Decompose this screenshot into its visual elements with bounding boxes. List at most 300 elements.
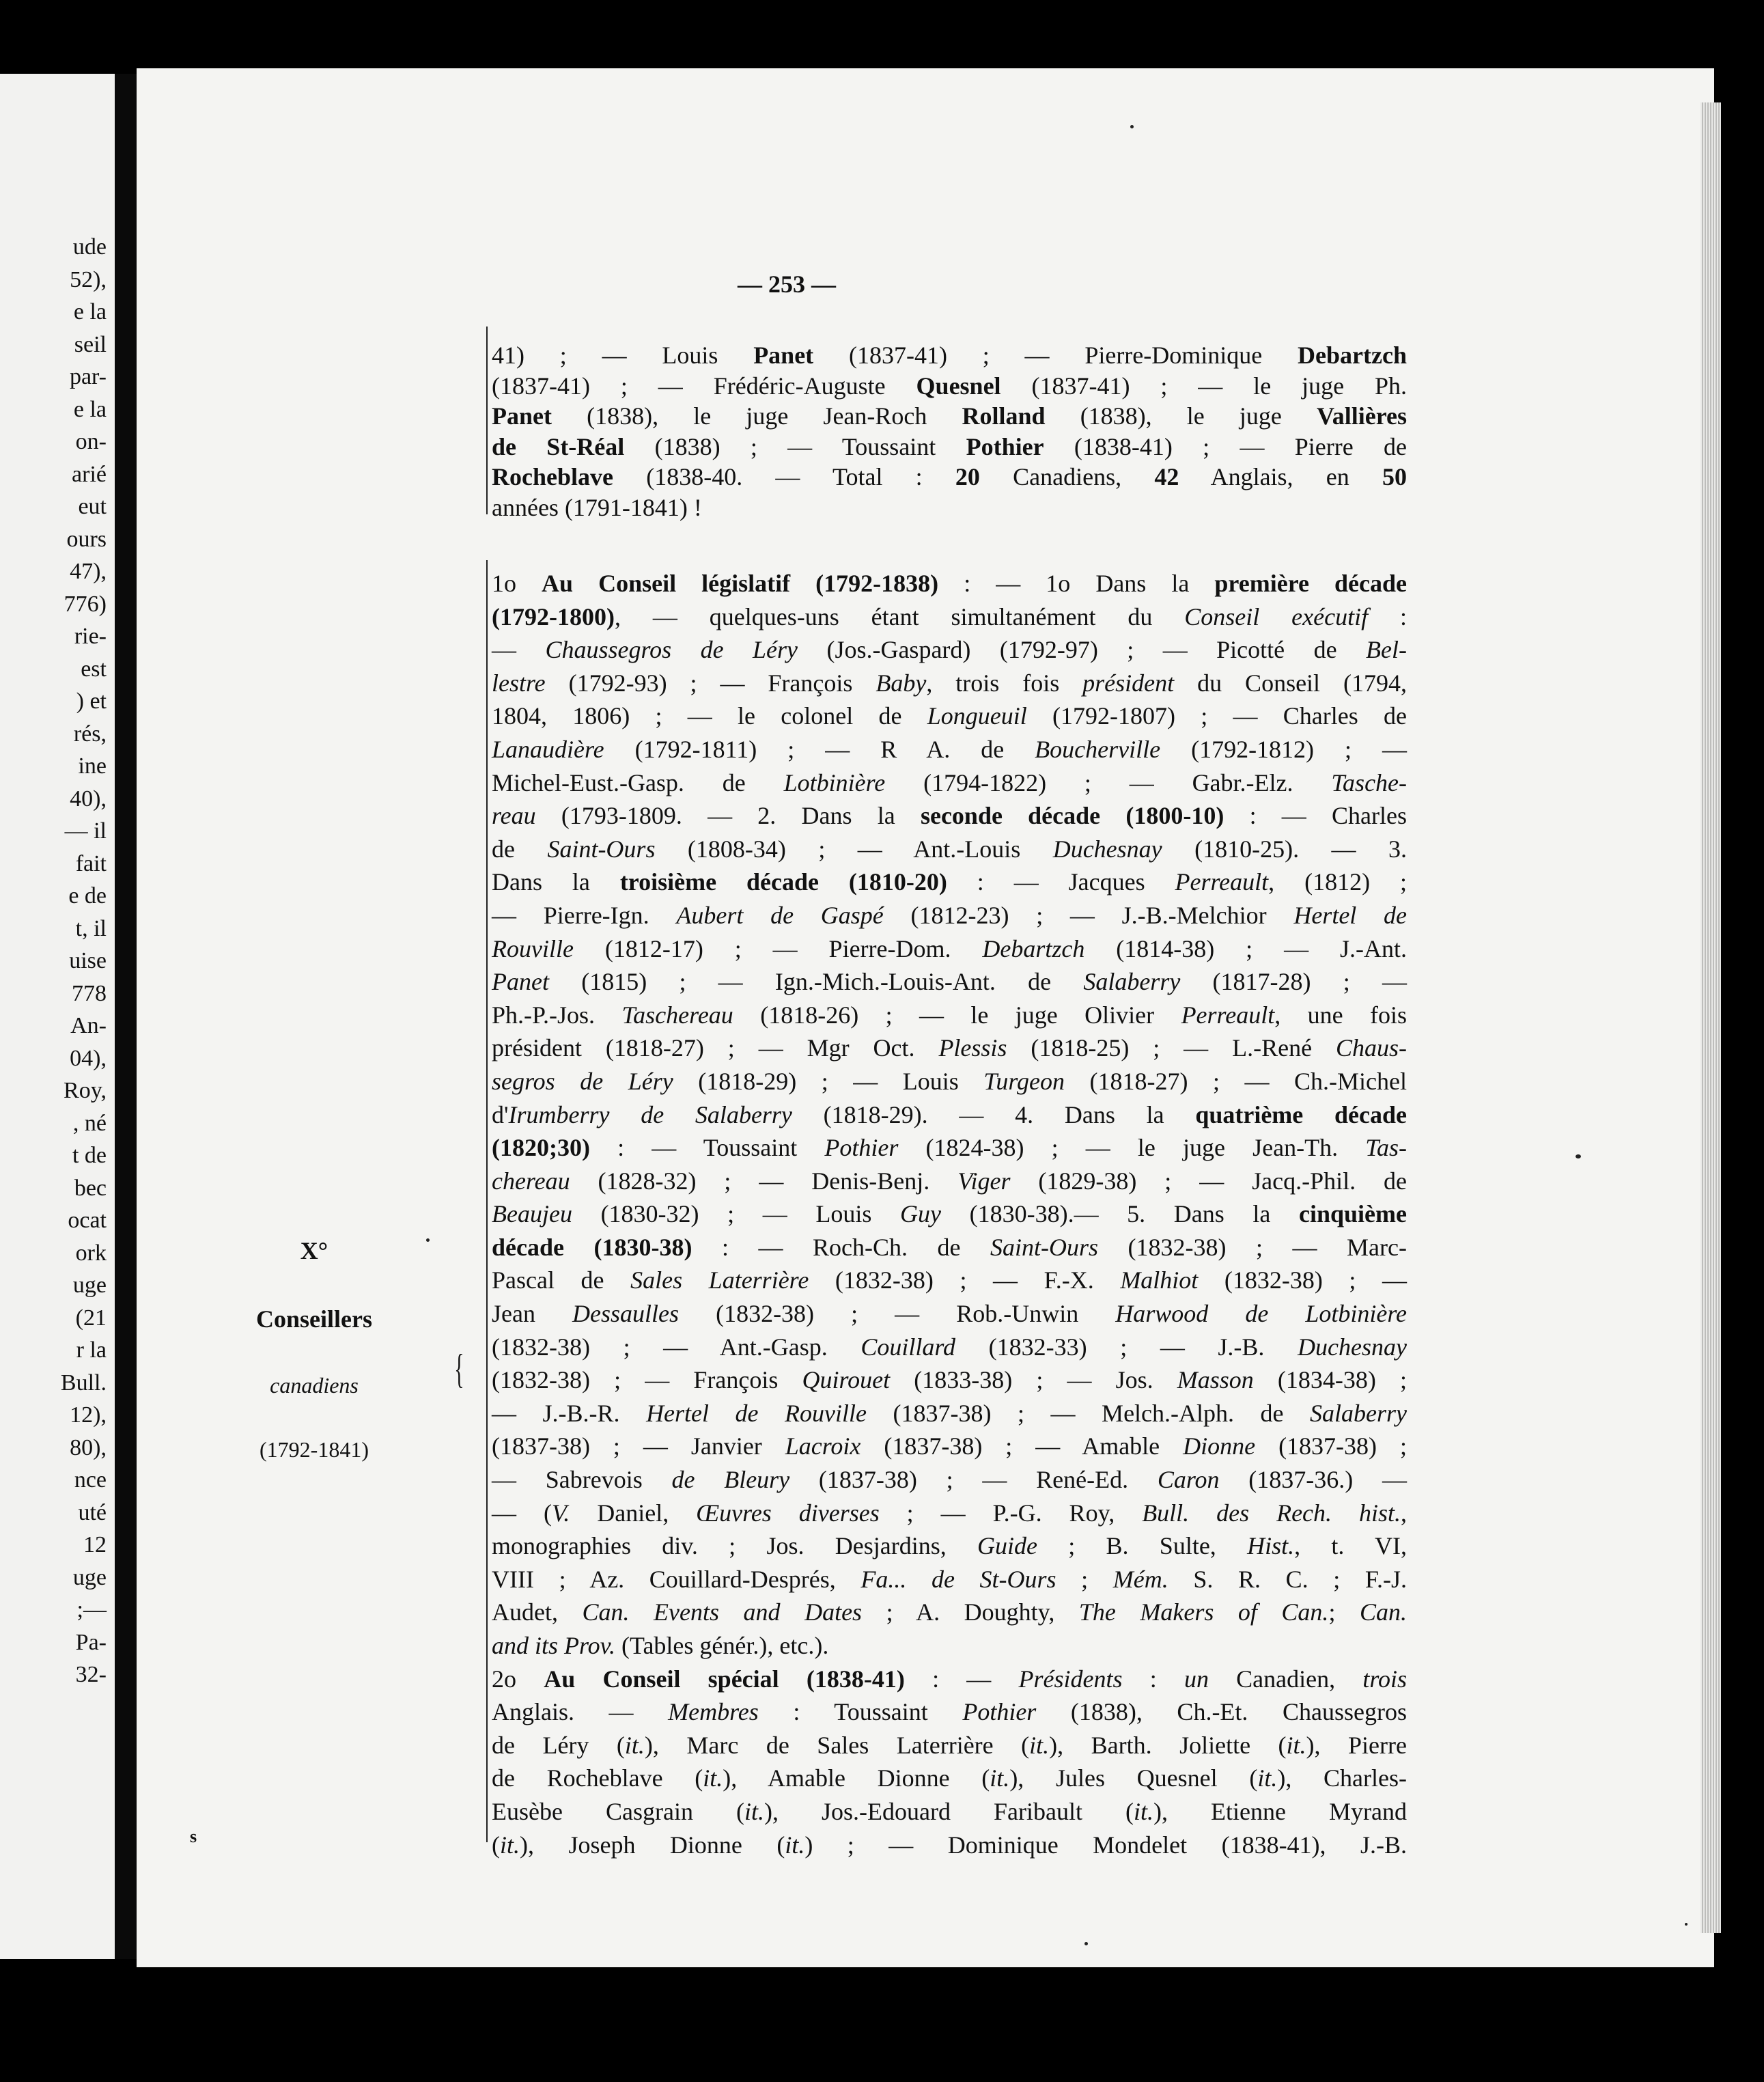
bracket-block2 (486, 560, 488, 1842)
text-run: Eusèbe Casgrain ( (492, 1797, 744, 1825)
left-text-fragment: t de (72, 1143, 107, 1168)
italic-run: un (1184, 1665, 1209, 1693)
text-line (492, 1098, 1407, 1132)
text-run: ), Charles- (1277, 1764, 1407, 1792)
italic-run: Chaussegros de Léry (545, 636, 798, 664)
bold-run: 42 (1154, 463, 1179, 490)
italic-run: Guide (977, 1532, 1037, 1560)
text-run: VIII ; Az. Couillard-Després, (492, 1565, 861, 1593)
text-run: ), Amable Dionne ( (723, 1764, 990, 1792)
speck (1685, 1923, 1688, 1926)
text-run: (1792-93) ; — François (545, 669, 876, 697)
italic-run: Perreault (1175, 868, 1269, 896)
paragraph-continuation (492, 340, 1407, 523)
left-text-fragment: t, il (75, 915, 107, 941)
page-number: — 253 — (738, 270, 836, 298)
left-text-fragment: eut (78, 494, 107, 519)
left-text-fragment: 12), (70, 1402, 107, 1428)
bold-run: décade (1830-38) (492, 1233, 692, 1261)
text-run: , (1401, 1499, 1407, 1527)
text-line (492, 492, 1407, 523)
italic-run: Plessis (938, 1034, 1007, 1062)
italic-run: Quirouet (802, 1366, 891, 1394)
left-text-fragment: Roy, (64, 1078, 107, 1103)
text-run: : — Roch-Ch. de (692, 1233, 991, 1261)
italic-run: it. (990, 1764, 1010, 1792)
left-text-fragment: e la (73, 299, 107, 324)
left-text-fragment: ours (66, 526, 107, 552)
text-run: ) ; — Dominique Mondelet (1838-41), J.-B. (804, 1831, 1408, 1859)
italic-run: it. (1029, 1731, 1050, 1759)
text-run: , une fois (1274, 1001, 1407, 1029)
text-run: (1837-38) ; — Janvier (492, 1432, 785, 1460)
left-text-fragment: e de (68, 883, 107, 908)
speck (1130, 125, 1134, 128)
text-run: de Léry ( (492, 1731, 625, 1759)
text-run: — Pierre-Ign. (492, 901, 677, 929)
text-run: ; — P.-G. Roy, (879, 1499, 1143, 1527)
text-line (492, 1529, 1407, 1563)
text-line (492, 1795, 1407, 1829)
text-line (492, 1331, 1407, 1364)
text-line (492, 1430, 1407, 1463)
text-run: ; (1056, 1565, 1113, 1593)
text-run: Audet, (492, 1598, 583, 1626)
italic-run: Chaus- (1335, 1034, 1407, 1062)
text-run: ; A. Doughty, (862, 1598, 1079, 1626)
left-text-fragment: 776) (64, 591, 107, 617)
text-run: Ph.-P.-Jos. (492, 1001, 622, 1029)
text-run: (1838), le juge Jean-Roch (551, 402, 962, 430)
text-run: Dans la (492, 868, 620, 896)
bold-run: Panet (753, 342, 814, 369)
text-run: Anglais. — (492, 1698, 669, 1726)
italic-run: chereau (492, 1167, 570, 1195)
bold-run: première décade (1214, 570, 1408, 597)
left-text-fragment: on- (75, 429, 107, 454)
text-run: (1830-38).— 5. Dans la (940, 1200, 1299, 1228)
text-run: Canadien, (1208, 1665, 1363, 1693)
text-line (492, 1596, 1407, 1629)
text-run: : — (904, 1665, 1019, 1693)
italic-run: Caron (1157, 1466, 1220, 1494)
italic-run: Dionne (1183, 1432, 1256, 1460)
bold-run: de St-Réal (492, 432, 625, 460)
bold-run: (1820;30) (492, 1134, 590, 1162)
book-spine (115, 74, 137, 1959)
text-run: (1812-17) ; — Pierre-Dom. (573, 934, 983, 962)
italic-run: Présidents (1018, 1665, 1123, 1693)
text-run: (1832-38) ; — Rob.-Unwin (679, 1300, 1116, 1328)
text-run: (1837-38) ; — Melch.-Alph. de (867, 1399, 1311, 1427)
text-run: ; B. Sulte, (1037, 1532, 1248, 1560)
text-run: (1838) ; — Toussaint (624, 432, 966, 460)
text-run: de Rocheblave ( (492, 1764, 703, 1792)
left-text-fragment: 47), (70, 559, 107, 584)
text-run: (Jos.-Gaspard) (1792-97) ; — Picotté de (798, 636, 1367, 664)
text-run: Daniel, (570, 1499, 697, 1527)
bold-run: Au Conseil spécial (1838-41) (544, 1665, 905, 1693)
text-line (492, 1397, 1407, 1430)
text-line (492, 462, 1407, 492)
italic-run: de Bleury (671, 1466, 790, 1494)
text-run: (1834-38) ; (1253, 1366, 1408, 1394)
text-line (492, 600, 1407, 634)
text-run: Pascal de (492, 1266, 631, 1294)
text-run: (1832-38) ; — (1198, 1266, 1408, 1294)
text-run: Michel-Eust.-Gasp. de (492, 768, 784, 796)
left-text-fragment: Pa- (75, 1629, 107, 1655)
italic-run: Boucherville (1035, 735, 1161, 763)
text-run: : (1368, 602, 1407, 630)
italic-run: Hist. (1247, 1532, 1295, 1560)
text-line (492, 1031, 1407, 1065)
italic-run: Salaberry (1083, 968, 1181, 996)
left-page-fragment (0, 74, 115, 1959)
text-run: (1838-41) ; — Pierre de (1044, 432, 1407, 460)
left-text-fragment: ) et (76, 689, 107, 714)
italic-run: Couillard (860, 1333, 956, 1361)
text-run: ), Joseph Dionne ( (520, 1831, 785, 1859)
left-text-fragment: (21 (75, 1305, 107, 1331)
italic-run: Irumberry de Salaberry (508, 1100, 792, 1128)
left-text-fragment: 12 (83, 1532, 107, 1557)
italic-run: Conseil exécutif (1184, 602, 1369, 630)
text-line (492, 833, 1407, 866)
text-run: ; (1328, 1598, 1360, 1626)
text-line (492, 432, 1407, 462)
text-run: : — Charles (1224, 802, 1407, 830)
text-run: (1815) ; — Ign.-Mich.-Louis-Ant. de (548, 968, 1084, 996)
text-run: — (492, 636, 546, 664)
left-text-fragment: uté (78, 1499, 107, 1525)
text-line (492, 567, 1407, 600)
italic-run: Bull. des Rech. hist. (1142, 1499, 1401, 1527)
left-text-fragment: 32- (75, 1662, 107, 1687)
text-run: (1837-38) ; — Amable (860, 1432, 1184, 1460)
italic-run: Hertel de Rouville (646, 1399, 867, 1427)
text-line (492, 965, 1407, 999)
italic-run: Hertel de (1293, 901, 1407, 929)
italic-run: segros de Léry (492, 1067, 673, 1095)
italic-run: Membres (668, 1698, 759, 1726)
text-run: (1832-38) ; — F.-X. (809, 1266, 1121, 1294)
text-run: (1830-32) ; — Louis (572, 1200, 900, 1228)
italic-run: président (1082, 669, 1175, 697)
text-run: (1838), Ch.-Et. Chaussegros (1036, 1698, 1407, 1726)
text-run: ), Barth. Joliette ( (1049, 1731, 1287, 1759)
italic-run: Lanaudière (492, 735, 604, 763)
text-run: (1837-41) ; — Frédéric-Auguste (492, 372, 916, 400)
text-run: (1808-34) ; — Ant.-Louis (655, 835, 1053, 863)
left-text-fragment: rie- (74, 624, 107, 649)
text-line (492, 633, 1407, 667)
italic-run: Can. Events and Dates (582, 1598, 863, 1626)
text-line (492, 1363, 1407, 1397)
left-text-fragment: 778 (72, 980, 107, 1006)
italic-run: it. (703, 1764, 723, 1792)
text-line (492, 1829, 1407, 1862)
left-text-fragment: ;— (76, 1597, 107, 1622)
text-run: (1793-1809. — 2. Dans la (535, 802, 921, 830)
text-line (492, 999, 1407, 1032)
text-run: , t. VI, (1294, 1532, 1407, 1560)
text-run: (1810-25). — 3. (1162, 835, 1407, 863)
left-text-fragment: r la (76, 1337, 107, 1363)
text-run: ), Jos.-Edouard Faribault ( (764, 1797, 1134, 1825)
italic-run: reau (492, 802, 536, 830)
text-run: ), Marc de Sales Laterrière ( (644, 1731, 1030, 1759)
text-line (492, 371, 1407, 402)
text-run: (1832-38) ; — Marc- (1098, 1233, 1407, 1261)
text-run: Jean (492, 1300, 573, 1328)
italic-run: Taschereau (621, 1001, 733, 1029)
italic-run: Masson (1177, 1366, 1254, 1394)
bold-run: (1792-1800) (492, 602, 615, 630)
text-run: (1832-38) ; — François (492, 1366, 802, 1394)
text-run: ( (492, 1831, 500, 1859)
text-run: (1792-1807) ; — Charles de (1026, 702, 1407, 730)
text-run: ), Etienne Myrand (1153, 1797, 1408, 1825)
italic-run: Panet (492, 968, 549, 996)
left-text-fragment: uise (69, 948, 107, 973)
text-run: Anglais, en (1179, 463, 1382, 490)
italic-run: Pothier (824, 1134, 899, 1162)
italic-run: Tas- (1365, 1134, 1407, 1162)
text-run: monographies div. ; Jos. Desjardins, (492, 1532, 977, 1560)
text-run: , — quelques-uns étant simultanément du (614, 602, 1185, 630)
text-run: 2o (492, 1665, 544, 1693)
italic-run: Sales Laterrière (630, 1266, 809, 1294)
bold-run: Debartzch (1298, 342, 1407, 369)
text-line (492, 1165, 1407, 1198)
speck (1084, 1942, 1088, 1945)
italic-run: it. (1286, 1731, 1306, 1759)
italic-run: Lotbinière (783, 768, 886, 796)
text-line (492, 733, 1407, 766)
text-run: : Toussaint (758, 1698, 963, 1726)
italic-run: Aubert de Gaspé (676, 901, 884, 929)
text-run: (1817-28) ; — (1180, 968, 1407, 996)
italic-run: Dessaulles (572, 1300, 680, 1328)
text-run: (1837-38) ; (1255, 1432, 1407, 1460)
left-text-fragment: Bull. (60, 1370, 107, 1396)
text-line (492, 1629, 1407, 1663)
text-run: (1818-29). — 4. Dans la (792, 1100, 1196, 1128)
section-dates: (1792-1841) (260, 1437, 369, 1462)
text-run: (1828-32) ; — Denis-Benj. (570, 1167, 958, 1195)
text-run: : — Jacques (947, 868, 1175, 896)
bold-run: cinquième (1299, 1200, 1407, 1228)
bold-run: 50 (1382, 463, 1407, 490)
left-text-fragment: uge (72, 1564, 107, 1590)
text-run: (1824-38) ; — le juge Jean-Th. (898, 1134, 1366, 1162)
left-text-fragment: nce (74, 1467, 107, 1493)
text-run: (1814-38) ; — J.-Ant. (1084, 934, 1407, 962)
text-run: (Tables génér.), etc.). (615, 1632, 829, 1659)
text-run: (1829-38) ; — Jacq.-Phil. de (1010, 1167, 1407, 1195)
text-run: — J.-B.-R. (492, 1399, 647, 1427)
left-text-fragment: fait (75, 850, 107, 876)
text-run: (1792-1812) ; — (1160, 735, 1408, 763)
text-line (492, 899, 1407, 932)
text-run: , trois fois (926, 669, 1083, 697)
text-line (492, 766, 1407, 800)
left-text-fragment: e la (73, 396, 107, 422)
italic-run: Longueuil (927, 702, 1027, 730)
italic-run: Malhiot (1120, 1266, 1199, 1294)
text-line (492, 1197, 1407, 1231)
left-text-fragment: ork (75, 1240, 107, 1266)
text-run: , (1812) ; (1268, 868, 1407, 896)
italic-run: it. (500, 1831, 520, 1859)
italic-run: it. (785, 1831, 805, 1859)
italic-run: and its Prov. (492, 1632, 615, 1659)
text-line (492, 932, 1407, 966)
text-line (492, 1131, 1407, 1165)
bold-run: Pothier (966, 432, 1044, 460)
margin-brace: { (454, 1346, 464, 1391)
left-bottom-mark: s (190, 1827, 197, 1846)
text-run: (1818-27) ; — Ch.-Michel (1064, 1067, 1408, 1095)
text-line (492, 1563, 1407, 1596)
text-line (492, 401, 1407, 432)
speck (1576, 1154, 1581, 1158)
text-run: (1794-1822) ; — Gabr.-Elz. (885, 768, 1332, 796)
italic-run: Guy (900, 1200, 941, 1228)
italic-run: it. (744, 1797, 764, 1825)
text-line (492, 1264, 1407, 1297)
italic-run: Salaberry (1310, 1399, 1408, 1427)
italic-run: Saint-Ours (990, 1233, 1099, 1261)
text-run: (1837-41) ; — le juge Ph. (1000, 372, 1407, 400)
left-text-fragment: 80), (70, 1434, 107, 1460)
text-run: du Conseil (1794, (1174, 669, 1407, 697)
section-number: X° (300, 1237, 328, 1264)
text-run: (1832-38) ; — Ant.-Gasp. (492, 1333, 861, 1361)
text-run: (1832-33) ; — J.-B. (955, 1333, 1298, 1361)
italic-run: Debartzch (982, 934, 1085, 962)
text-run: ), Pierre (1306, 1731, 1407, 1759)
left-text-fragment: arié (72, 461, 107, 487)
italic-run: Tasche- (1331, 768, 1408, 796)
italic-run: Saint-Ours (547, 835, 656, 863)
page-edge (1700, 102, 1721, 1933)
bold-run: quatrième décade (1195, 1100, 1407, 1128)
italic-run: Œuvres diverses (696, 1499, 880, 1527)
text-run: (1837-36.) — (1219, 1466, 1407, 1494)
left-text-fragment: 52), (70, 266, 107, 292)
text-line (492, 1065, 1407, 1098)
italic-run: Fa... de St-Ours (860, 1565, 1056, 1593)
text-run: (1818-26) ; — le juge Olivier (733, 1001, 1181, 1029)
left-text-fragment: rés, (73, 721, 107, 747)
left-text-fragment: uge (72, 1273, 107, 1298)
text-line (492, 1729, 1407, 1762)
section-subtitle: canadiens (270, 1373, 359, 1398)
left-text-fragment: bec (74, 1175, 107, 1201)
text-run: S. R. C. ; F.-J. (1168, 1565, 1407, 1593)
text-line (492, 1663, 1407, 1696)
italic-run: Pothier (962, 1698, 1037, 1726)
italic-run: Mém. (1112, 1565, 1168, 1593)
text-line (492, 799, 1407, 833)
text-line (492, 1297, 1407, 1331)
italic-run: Baby (876, 669, 927, 697)
italic-run: it. (1134, 1797, 1154, 1825)
italic-run: The Makers of Can. (1078, 1598, 1329, 1626)
section-title: Conseillers (256, 1305, 372, 1333)
bold-run: troisième décade (1810-20) (619, 868, 947, 896)
left-text-fragment: ocat (68, 1208, 107, 1233)
italic-run: Rouville (492, 934, 574, 962)
italic-run: Beaujeu (492, 1200, 572, 1228)
bold-run: Vallières (1317, 402, 1408, 430)
left-text-fragment: seil (74, 331, 107, 357)
italic-run: Lacroix (785, 1432, 861, 1460)
text-run: (1792-1811) ; — R A. de (604, 735, 1035, 763)
text-line (492, 340, 1407, 371)
text-line (492, 699, 1407, 733)
bold-run: 20 (955, 463, 980, 490)
text-line (492, 1463, 1407, 1497)
text-run: Canadiens, (979, 463, 1155, 490)
text-run: — ( (492, 1499, 552, 1527)
paragraph-conseils (492, 567, 1407, 1861)
text-run: années (1791-1841) ! (492, 493, 702, 521)
italic-run: Turgeon (983, 1067, 1065, 1095)
text-run: d' (492, 1100, 509, 1128)
bracket-block1 (486, 327, 488, 514)
text-line (492, 667, 1407, 700)
bold-run: seconde décade (1800-10) (920, 802, 1224, 830)
left-text-fragment: 04), (70, 1045, 107, 1071)
text-run: (1812-23) ; — J.-B.-Melchior (883, 901, 1294, 929)
text-run: (1837-38) ; — René-Ed. (789, 1466, 1158, 1494)
text-run: (1818-25) ; — L.-René (1007, 1034, 1336, 1062)
text-line (492, 1695, 1407, 1729)
italic-run: Viger (957, 1167, 1011, 1195)
text-run: 1804, 1806) ; — le colonel de (492, 702, 927, 730)
bold-run: Rocheblave (492, 463, 613, 490)
text-line (492, 1231, 1407, 1264)
left-text-fragment: 40), (70, 786, 107, 811)
left-text-fragment: ine (78, 753, 107, 779)
left-text-fragment: An- (70, 1013, 107, 1038)
left-text-fragment: est (81, 656, 107, 682)
left-text-fragment: par- (69, 364, 107, 389)
text-line (492, 865, 1407, 899)
text-run: — Sabrevois (492, 1466, 672, 1494)
text-line (492, 1762, 1407, 1795)
italic-run: Duchesnay (1052, 835, 1162, 863)
text-run: (1818-29) ; — Louis (673, 1067, 984, 1095)
italic-run: Duchesnay (1298, 1333, 1407, 1361)
text-run: de (492, 835, 548, 863)
italic-run: lestre (492, 669, 546, 697)
italic-run: trois (1362, 1665, 1408, 1693)
italic-run: it. (624, 1731, 645, 1759)
italic-run: it. (1257, 1764, 1278, 1792)
text-run: : (1122, 1665, 1184, 1693)
text-line (492, 1497, 1407, 1530)
italic-run: Bel- (1366, 636, 1407, 664)
text-run: (1833-38) ; — Jos. (890, 1366, 1177, 1394)
bold-run: Panet (492, 402, 552, 430)
italic-run: V. (551, 1499, 570, 1527)
speck (426, 1238, 430, 1242)
left-text-fragment: — il (64, 818, 107, 844)
